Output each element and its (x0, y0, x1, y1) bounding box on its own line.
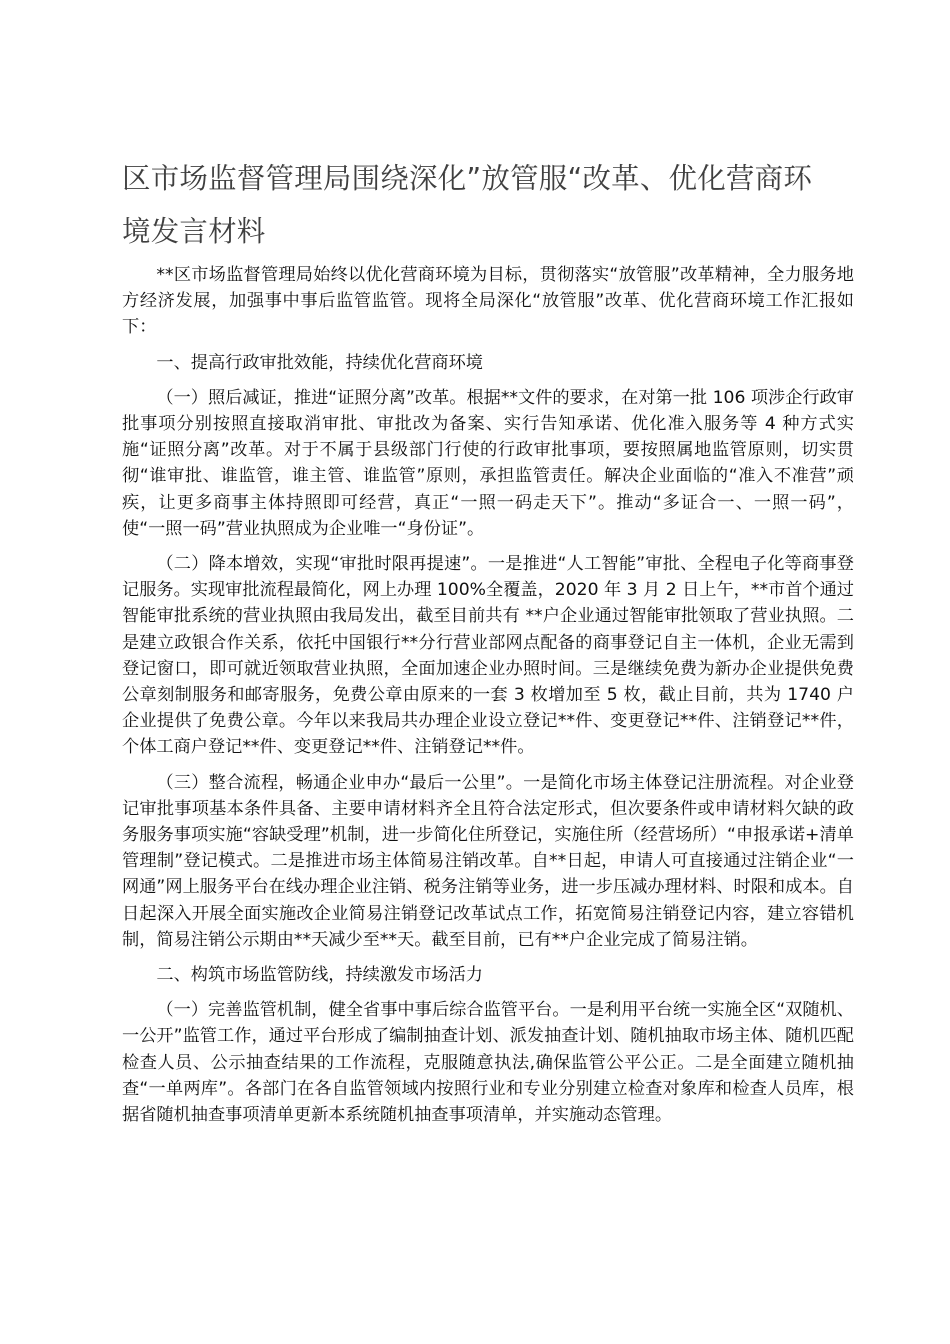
body-paragraph: （一）照后减证，推进“证照分离”改革。根据**文件的要求，在对第一批 106 项涉企行政审批事项分别按照直接取消审批、审批改为备案、实行告知承诺、优化准入服务等 4 种方式实施“证照分离”改革。对于不属于县级部门行使的行政审批事项，要按照属地监管原则，切实贯彻“谁审批、谁监管，谁主管、谁监管”原则，承担监管责任。解决企业面临的“准入不准营”顽疾，让更多商事主体持照即可经营，真正“一照一码走天下”。推动“多证合一、一照一码”，使“一照一码”营业执照成为企业唯一“身份证”。 (122, 387, 854, 539)
section-heading-2: 二、构筑市场监管防线，持续激发市场活力 (156, 965, 483, 986)
document-body (122, 262, 854, 1128)
document-title: 区市场监督管理局围绕深化”放管服“改革、优化营商环境发言材料 (122, 162, 813, 248)
body-paragraph: （三）整合流程，畅通企业申办“最后一公里”。一是简化市场主体登记注册流程。对企业登记审批事项基本条件具备、主要申请材料齐全且符合法定形式，但次要条件或申请材料欠缺的政务服务事项实施“容缺受理”机制，进一步简化住所登记，实施住所（经营场所）“申报承诺+清单管理制”登记模式。二是推进市场主体简易注销改革。自**日起，申请人可直接通过注销企业“一网通”网上服务平台在线办理企业注销、税务注销等业务，进一步压减办理材料、时限和成本。自 日起深入开展全面实施改企业简易注销登记改革试点工作，拓宽简易注销登记内容，建立容错机制，简易注销公示期由**天减少至**天。截至目前，已有**户企业完成了简易注销。 (122, 772, 854, 950)
body-paragraph: （二）降本增效，实现“审批时限再提速”。一是推进“人工智能”审批、全程电子化等商事登记服务。实现审批流程最简化，网上办理 100%全覆盖，2020 年 3 月 2 日上午，**市首个通过智能审批系统的营业执照由我局发出，截至目前共有 **户企业通过智能审批领取了营业执照。二是建立政银合作关系，依托中国银行**分行营业部网点配备的商事登记自主一体机，企业无需到登记窗口，即可就近领取营业执照，全面加速企业办照时间。三是继续免费为新办企业提供免费公章刻制服务和邮寄服务，免费公章由原来的一套 3 枚增加至 5 枚，截止目前，共为 1740 户企业提供了免费公章。今年以来我局共办理企业设立登记**件、变更登记**件、注销登记**件，个体工商户登记**件、变更登记**件、注销登记**件。 (122, 554, 854, 758)
body-paragraph: （一）完善监管机制，健全省事中事后综合监管平台。一是利用平台统一实施全区“双随机、一公开”监管工作，通过平台形成了编制抽查计划、派发抽查计划、随机抽取市场主体、随机匹配检查人员、公示抽查结果的工作流程，克服随意执法,确保监管公平公正。二是全面建立随机抽查“一单两库”。各部门在各自监管领域内按照行业和专业分别建立检查对象库和检查人员库，根据省随机抽查事项清单更新本系统随机抽查事项清单，并实施动态管理。 (122, 1000, 854, 1126)
intro-paragraph: **区市场监督管理局始终以优化营商环境为目标，贯彻落实“放管服”改革精神，全力服务地方经济发展，加强事中事后监管监管。现将全局深化“放管服”改革、优化营商环境工作汇报如下： (122, 265, 854, 338)
section-heading-1: 一、提高行政审批效能，持续优化营商环境 (156, 352, 483, 373)
